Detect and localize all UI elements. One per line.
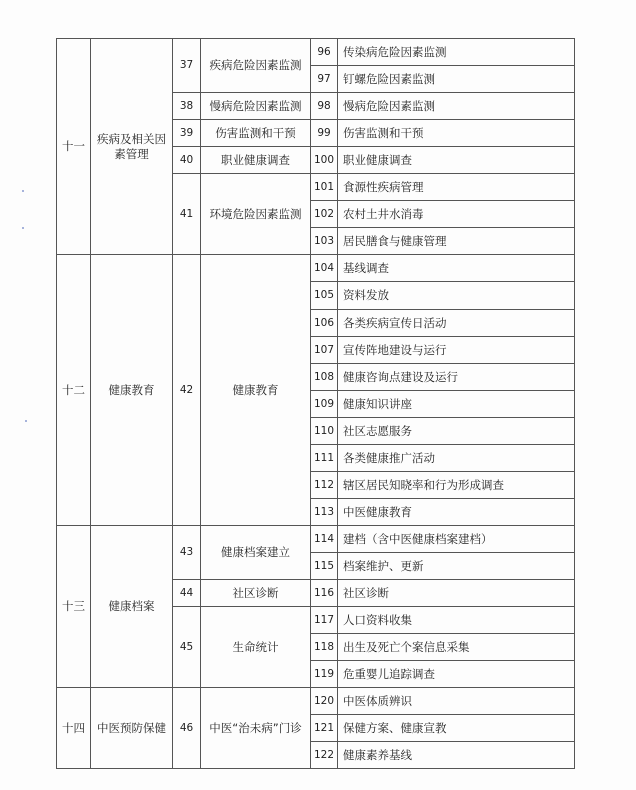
- table-rule: [56, 768, 575, 769]
- table-rule: [310, 281, 575, 282]
- item-number: 119: [313, 667, 335, 680]
- section-category: 健康档案: [108, 599, 155, 613]
- item-number: 112: [313, 478, 335, 491]
- group-name: 健康教育: [232, 382, 279, 397]
- table-rule: [56, 525, 575, 526]
- item-number: 114: [313, 532, 335, 545]
- table-rule: [310, 471, 575, 472]
- item-name: 社区诊断: [343, 585, 389, 600]
- table-rule: [310, 552, 575, 553]
- item-name: 中医体质辨识: [343, 693, 412, 708]
- table-rule: [56, 38, 57, 769]
- table-rule: [172, 606, 575, 607]
- table-rule: [310, 309, 575, 310]
- table-rule: [310, 65, 575, 66]
- item-name: 中医健康教育: [343, 504, 412, 519]
- item-number: 116: [313, 586, 335, 599]
- item-number: 110: [313, 424, 335, 437]
- item-name: 档案维护、更新: [343, 558, 424, 573]
- table-rule: [172, 119, 575, 120]
- item-number: 103: [313, 234, 335, 247]
- table-rule: [310, 363, 575, 364]
- group-number: 46: [179, 721, 194, 734]
- group-number: 44: [179, 586, 194, 599]
- item-name: 伤害监测和干预: [343, 125, 424, 140]
- item-number: 108: [313, 370, 335, 383]
- item-number: 120: [313, 694, 335, 707]
- group-number: 39: [179, 126, 194, 139]
- group-number: 38: [179, 99, 194, 112]
- table-rule: [56, 38, 575, 39]
- item-number: 104: [313, 261, 335, 274]
- item-name: 资料发放: [343, 287, 389, 302]
- table-rule: [310, 633, 575, 634]
- item-name: 出生及死亡个案信息采集: [343, 639, 470, 654]
- item-number: 96: [317, 45, 331, 58]
- table-rule: [310, 390, 575, 391]
- item-name: 建档（含中医健康档案建档）: [343, 531, 493, 546]
- group-name: 社区诊断: [232, 585, 279, 600]
- item-name: 慢病危险因素监测: [343, 98, 435, 113]
- section-number: 十一: [62, 139, 85, 153]
- table-rule: [310, 227, 575, 228]
- item-name: 传染病危险因素监测: [343, 44, 447, 59]
- table-rule: [310, 714, 575, 715]
- item-number: 109: [313, 397, 335, 410]
- item-number: 98: [317, 99, 331, 112]
- item-name: 基线调查: [343, 260, 389, 275]
- item-number: 105: [313, 288, 335, 301]
- section-number: 十三: [62, 599, 85, 613]
- section-category: 健康教育: [108, 382, 155, 397]
- group-number: 42: [179, 383, 194, 396]
- section-number: 十四: [62, 720, 85, 735]
- item-name: 保健方案、健康宣教: [343, 720, 447, 735]
- item-number: 102: [313, 207, 335, 220]
- group-number: 45: [179, 640, 194, 653]
- group-number: 43: [179, 546, 194, 558]
- group-name: 疾病危险因素监测: [209, 58, 302, 72]
- table-rule: [310, 417, 575, 418]
- item-name: 各类健康推广活动: [343, 450, 435, 465]
- section-category: 疾病及相关因素管理: [97, 131, 166, 161]
- group-name: 健康档案建立: [221, 545, 290, 559]
- item-name: 健康咨询点建设及运行: [343, 369, 458, 384]
- group-number: 41: [179, 207, 194, 220]
- item-number: 115: [313, 559, 335, 572]
- table-rule: [172, 92, 575, 93]
- table-rule: [310, 38, 311, 769]
- item-number: 117: [313, 613, 335, 626]
- item-name: 健康素养基线: [343, 747, 412, 762]
- table-rule: [56, 254, 575, 255]
- group-name: 职业健康调查: [221, 152, 290, 167]
- scan-speck: [22, 227, 24, 229]
- item-number: 122: [313, 748, 335, 761]
- item-number: 121: [313, 721, 335, 734]
- group-number: 37: [179, 59, 194, 71]
- table-rule: [310, 200, 575, 201]
- table-rule: [310, 444, 575, 445]
- item-number: 107: [313, 343, 335, 356]
- group-name: 伤害监测和干预: [215, 125, 296, 140]
- item-number: 100: [313, 153, 335, 166]
- item-number: 106: [313, 316, 335, 329]
- table-rule: [172, 38, 173, 769]
- scan-speck: [22, 190, 24, 192]
- item-name: 辖区居民知晓率和行为形成调查: [343, 477, 504, 492]
- section-category: 中医预防保健: [97, 720, 166, 735]
- item-name: 居民膳食与健康管理: [343, 233, 447, 248]
- item-name: 食源性疾病管理: [343, 179, 424, 194]
- group-name: 中医“治未病”门诊: [209, 720, 302, 735]
- table-rule: [56, 687, 575, 688]
- table-rule: [200, 38, 201, 769]
- item-number: 97: [317, 72, 331, 85]
- group-name: 环境危险因素监测: [209, 206, 302, 221]
- item-number: 118: [313, 640, 335, 653]
- group-number: 40: [179, 153, 194, 166]
- item-name: 钉螺危险因素监测: [343, 71, 435, 86]
- item-name: 农村土井水消毒: [343, 206, 424, 221]
- item-name: 各类疾病宣传日活动: [343, 315, 447, 330]
- item-name: 危重婴儿追踪调查: [343, 666, 435, 681]
- table-rule: [172, 173, 575, 174]
- table-rule: [310, 660, 575, 661]
- item-name: 职业健康调查: [343, 152, 412, 167]
- table-rule: [310, 498, 575, 499]
- table-rule: [310, 741, 575, 742]
- table-rule: [172, 146, 575, 147]
- item-number: 111: [313, 451, 335, 464]
- item-name: 社区志愿服务: [343, 423, 412, 438]
- item-number: 99: [317, 126, 331, 139]
- table-rule: [90, 38, 91, 769]
- scan-speck: [25, 420, 27, 422]
- table-rule: [337, 38, 338, 769]
- item-number: 113: [313, 505, 335, 518]
- table-rule: [574, 38, 575, 769]
- table-rule: [172, 579, 575, 580]
- item-name: 健康知识讲座: [343, 396, 412, 411]
- table-rule: [310, 336, 575, 337]
- item-name: 人口资料收集: [343, 612, 412, 627]
- group-name: 慢病危险因素监测: [209, 98, 302, 113]
- item-number: 101: [313, 180, 335, 193]
- section-number: 十二: [62, 382, 85, 397]
- group-name: 生命统计: [232, 639, 279, 654]
- item-name: 宣传阵地建设与运行: [343, 342, 447, 357]
